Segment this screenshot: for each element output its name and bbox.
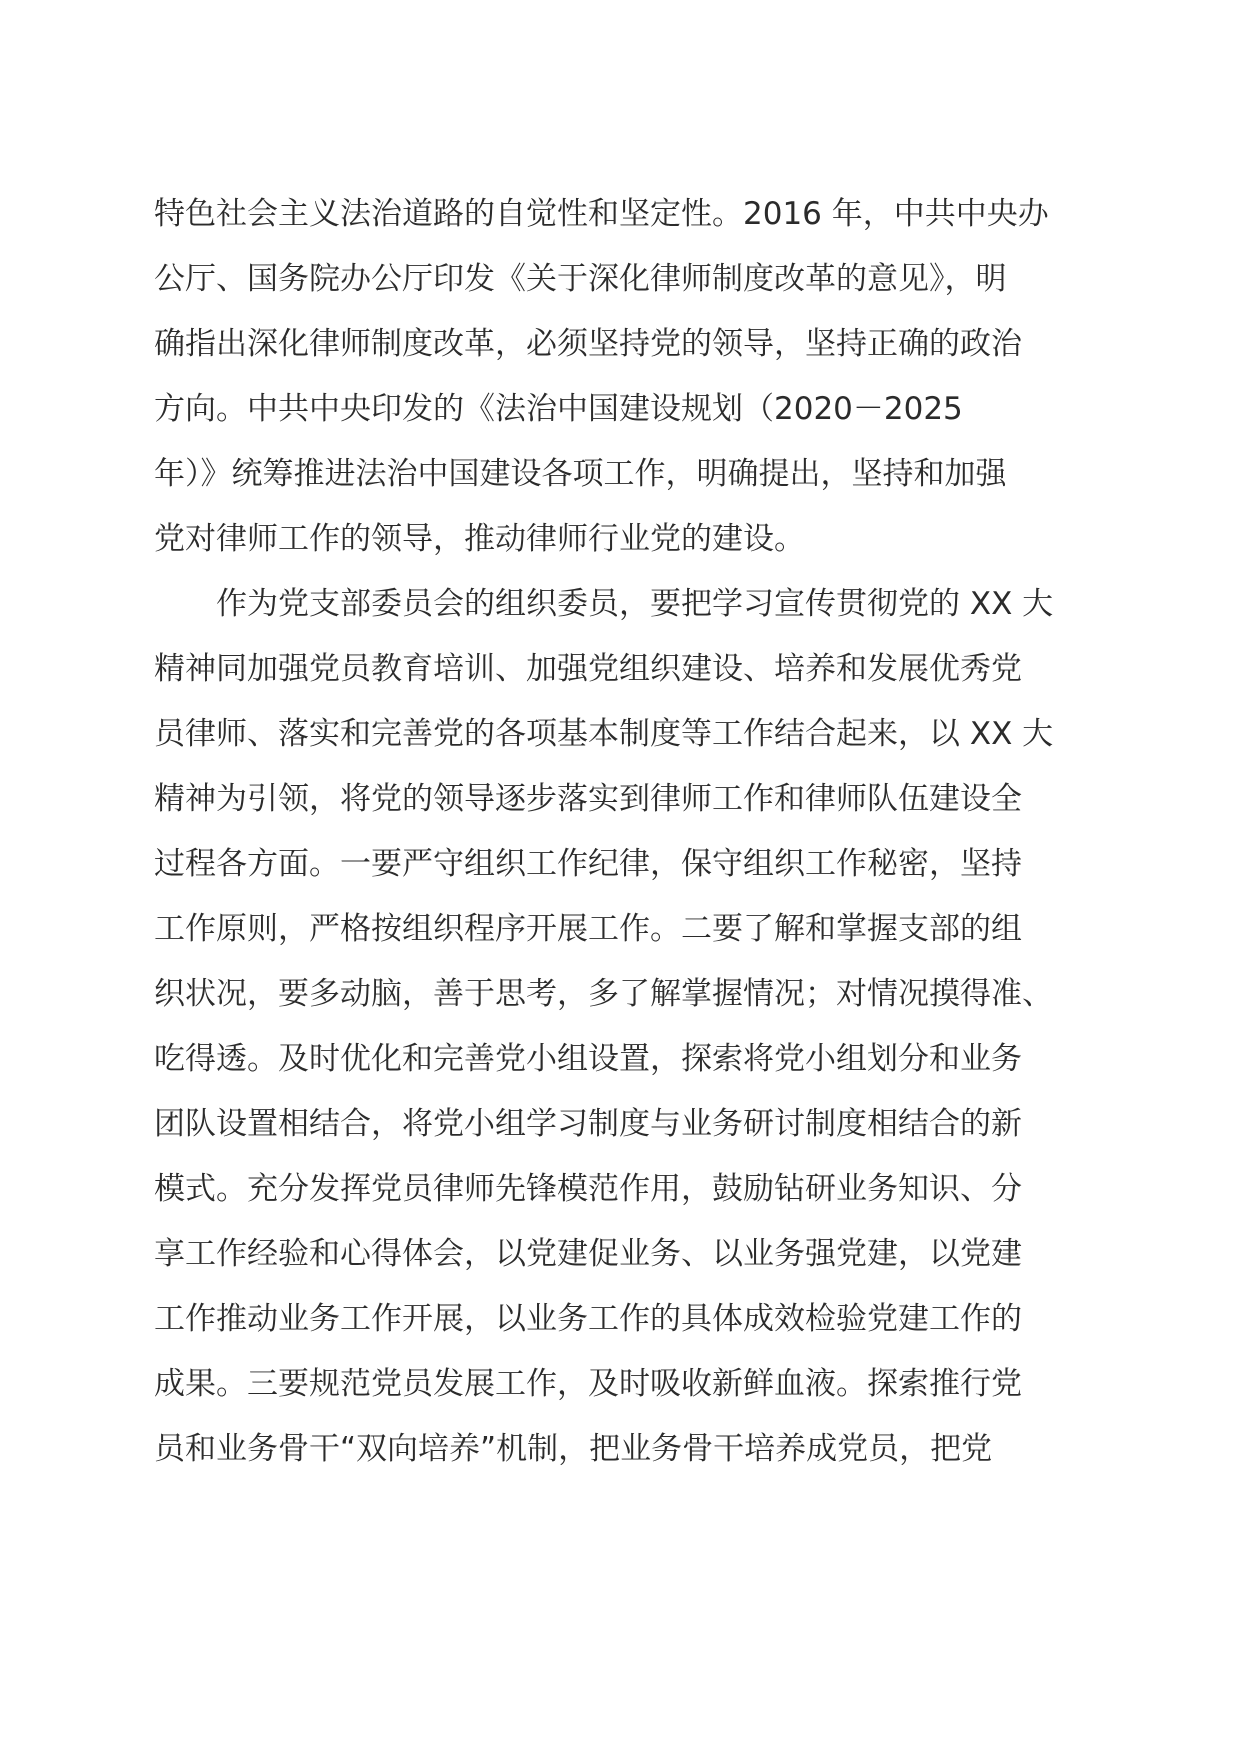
text-line: 年）》统筹推进法治中国建设各项工作，明确提出，坚持和加强: [154, 456, 1007, 492]
text-line: 党对律师工作的领导，推动律师行业党的建设。: [154, 521, 805, 557]
text-line: 公厅、国务院办公厅印发《关于深化律师制度改革的意见》，明: [154, 261, 1007, 297]
text-line: 员和业务骨干“双向培养”机制，把业务骨干培养成党员，把党: [154, 1431, 993, 1467]
text-line: 特色社会主义法治道路的自觉性和坚定性。2016 年，中共中央办: [154, 196, 1049, 232]
text-line: 享工作经验和心得体会，以党建促业务、以业务强党建，以党建: [154, 1236, 1022, 1272]
text-line: 工作推动业务工作开展，以业务工作的具体成效检验党建工作的: [154, 1301, 1022, 1337]
text-line: 方向。中共中央印发的《法治中国建设规划（2020－2025: [154, 391, 963, 427]
text-line: 员律师、落实和完善党的各项基本制度等工作结合起来，以 XX 大: [154, 716, 1054, 752]
text-line: 模式。充分发挥党员律师先锋模范作用，鼓励钻研业务知识、分: [154, 1171, 1022, 1207]
text-line: 精神同加强党员教育培训、加强党组织建设、培养和发展优秀党: [154, 651, 1022, 687]
text-line: 团队设置相结合，将党小组学习制度与业务研讨制度相结合的新: [154, 1106, 1022, 1142]
text-line: 织状况，要多动脑，善于思考，多了解掌握情况；对情况摸得准、: [154, 976, 1053, 1012]
text-line: 过程各方面。一要严守组织工作纪律，保守组织工作秘密，坚持: [154, 846, 1022, 882]
text-line: 作为党支部委员会的组织委员，要把学习宣传贯彻党的 XX 大: [154, 586, 1054, 622]
body-text: [154, 182, 1094, 1482]
text-line: 工作原则，严格按组织程序开展工作。二要了解和掌握支部的组: [154, 911, 1022, 947]
text-line: 成果。三要规范党员发展工作，及时吸收新鲜血液。探索推行党: [154, 1366, 1022, 1402]
text-line: 精神为引领，将党的领导逐步落实到律师工作和律师队伍建设全: [154, 781, 1022, 817]
text-line: 确指出深化律师制度改革，必须坚持党的领导，坚持正确的政治: [154, 326, 1022, 362]
text-line: 吃得透。及时优化和完善党小组设置，探索将党小组划分和业务: [154, 1041, 1022, 1077]
